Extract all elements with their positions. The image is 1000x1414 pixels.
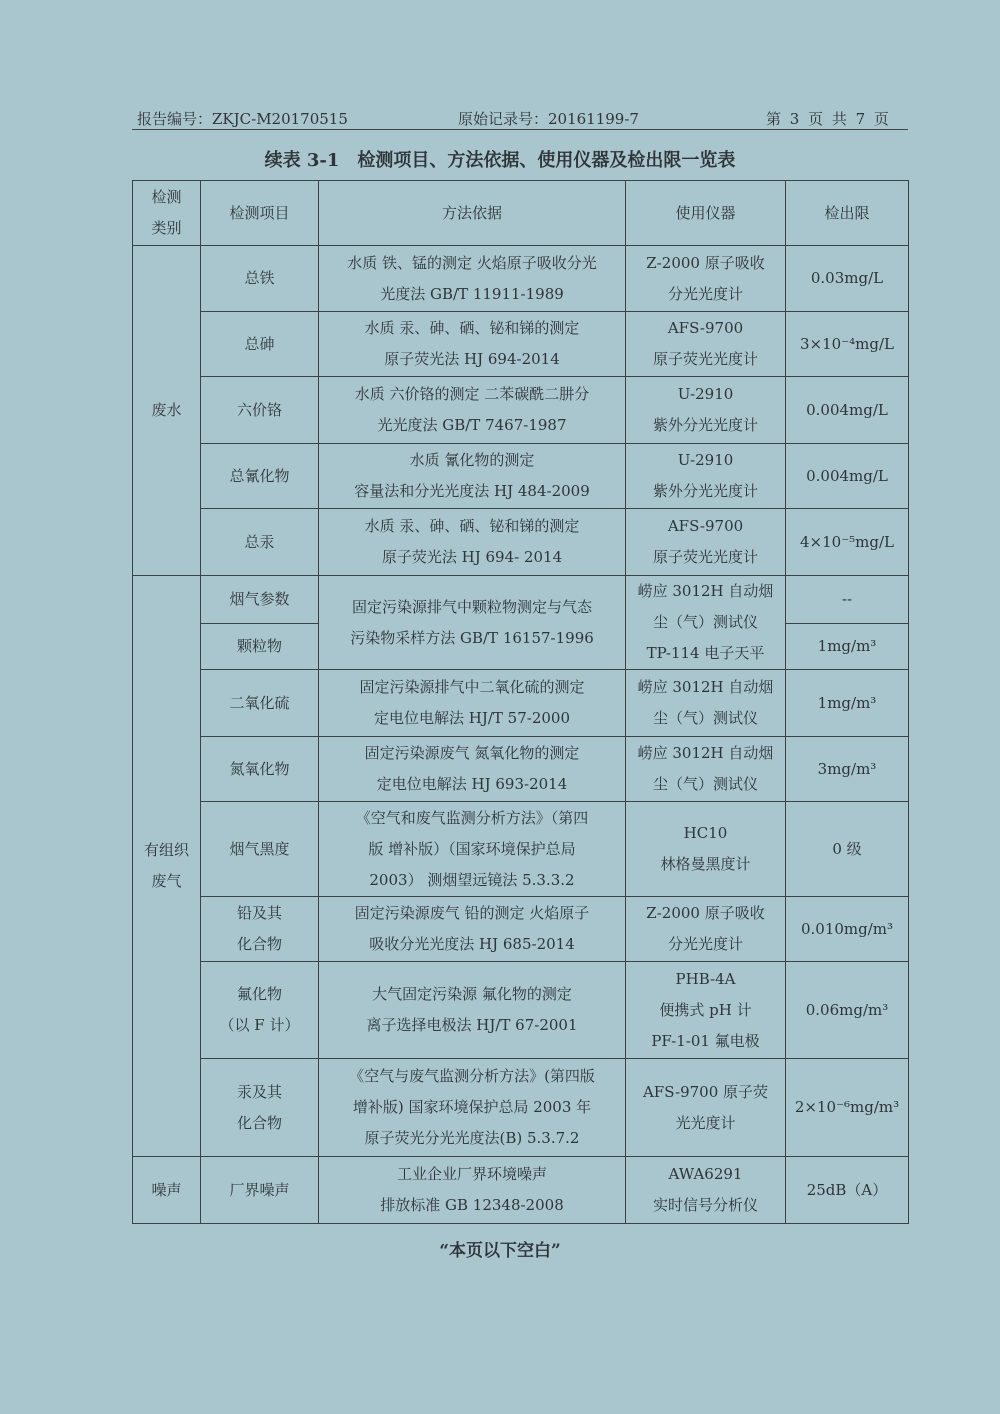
item-cell: 汞及其 化合物 xyxy=(201,1059,319,1157)
method-cell: 固定污染源废气 氮氧化物的测定 定电位电解法 HJ 693-2014 xyxy=(319,737,626,802)
table-row xyxy=(133,509,909,576)
report-number: 报告编号：ZKJC-M20170515 xyxy=(137,110,348,128)
limit-cell: 1mg/m³ xyxy=(786,623,909,670)
limit-cell: 0.03mg/L xyxy=(786,246,909,312)
item-cell: 氟化物 （以 F 计） xyxy=(201,962,319,1059)
table-row xyxy=(133,1059,909,1157)
limit-cell: 0.010mg/m³ xyxy=(786,897,909,962)
item-cell: 总氰化物 xyxy=(201,444,319,509)
limit-cell: 25dB（A） xyxy=(786,1157,909,1224)
item-cell: 厂界噪声 xyxy=(201,1157,319,1224)
method-cell: 固定污染源排气中二氧化硫的测定 定电位电解法 HJ/T 57-2000 xyxy=(319,670,626,737)
instrument-cell: 崂应 3012H 自动烟 尘（气）测试仪 TP-114 电子天平 xyxy=(626,576,786,670)
table-row xyxy=(133,377,909,444)
header-row xyxy=(133,181,909,246)
category-cell: 废水 xyxy=(133,246,201,576)
limit-cell: 0.06mg/m³ xyxy=(786,962,909,1059)
category-cell: 噪声 xyxy=(133,1157,201,1224)
instrument-cell: PHB-4A 便携式 pH 计 PF-1-01 氟电极 xyxy=(626,962,786,1059)
table-row xyxy=(133,962,909,1059)
table-title: 续表 3-1 检测项目、方法依据、使用仪器及检出限一览表 xyxy=(264,150,736,171)
column-header: 使用仪器 xyxy=(626,181,786,246)
instrument-cell: Z-2000 原子吸收 分光光度计 xyxy=(626,897,786,962)
table-row xyxy=(133,444,909,509)
column-header: 检测项目 xyxy=(201,181,319,246)
header-rule xyxy=(132,129,908,130)
column-header: 方法依据 xyxy=(319,181,626,246)
item-cell: 氮氧化物 xyxy=(201,737,319,802)
method-cell: 固定污染源废气 铅的测定 火焰原子 吸收分光光度法 HJ 685-2014 xyxy=(319,897,626,962)
column-header: 检测 类别 xyxy=(133,181,201,246)
limit-cell: 0 级 xyxy=(786,802,909,897)
table-row xyxy=(133,1157,909,1224)
item-cell: 烟气黑度 xyxy=(201,802,319,897)
item-cell: 总铁 xyxy=(201,246,319,312)
limit-cell: 0.004mg/L xyxy=(786,444,909,509)
instrument-cell: U-2910 紫外分光光度计 xyxy=(626,444,786,509)
record-number: 原始记录号：20161199-7 xyxy=(458,110,639,128)
method-cell: 水质 汞、砷、硒、铋和锑的测定 原子荧光法 HJ 694- 2014 xyxy=(319,509,626,576)
method-cell: 水质 六价铬的测定 二苯碳酰二肼分 光光度法 GB/T 7467-1987 xyxy=(319,377,626,444)
table-row xyxy=(133,246,909,312)
method-cell: 《空气和废气监测分析方法》（第四 版 增补版）（国家环境保护总局 2003） 测烟望远镜法 5.3.3.2 xyxy=(319,802,626,897)
instrument-cell: AWA6291 实时信号分析仪 xyxy=(626,1157,786,1224)
method-cell: 《空气与废气监测分析方法》(第四版 增补版) 国家环境保护总局 2003 年 原子荧光分光光度法(B) 5.3.7.2 xyxy=(319,1059,626,1157)
table-row xyxy=(133,312,909,377)
table-row xyxy=(133,897,909,962)
item-cell: 总汞 xyxy=(201,509,319,576)
instrument-cell: HC10 林格曼黑度计 xyxy=(626,802,786,897)
limit-cell: 0.004mg/L xyxy=(786,377,909,444)
item-cell: 烟气参数 xyxy=(201,576,319,624)
method-cell: 水质 铁、锰的测定 火焰原子吸收分光 光度法 GB/T 11911-1989 xyxy=(319,246,626,312)
table-row xyxy=(133,737,909,802)
table-row xyxy=(133,576,909,624)
limit-cell: -- xyxy=(786,576,909,624)
instrument-cell: 崂应 3012H 自动烟 尘（气）测试仪 xyxy=(626,737,786,802)
table-row xyxy=(133,802,909,897)
limit-cell: 1mg/m³ xyxy=(786,670,909,737)
category-cell: 有组织 废气 xyxy=(133,576,201,1157)
instrument-cell: AFS-9700 原子荧 光光度计 xyxy=(626,1059,786,1157)
instrument-cell: AFS-9700 原子荧光光度计 xyxy=(626,312,786,377)
page-indicator: 第 3 页 共 7 页 xyxy=(766,110,891,128)
method-cell: 固定污染源排气中颗粒物测定与气态 污染物采样方法 GB/T 16157-1996 xyxy=(319,576,626,670)
instrument-cell: Z-2000 原子吸收 分光光度计 xyxy=(626,246,786,312)
item-cell: 总砷 xyxy=(201,312,319,377)
limit-cell: 2×10⁻⁶mg/m³ xyxy=(786,1059,909,1157)
method-cell: 大气固定污染源 氟化物的测定 离子选择电极法 HJ/T 67-2001 xyxy=(319,962,626,1059)
limit-cell: 4×10⁻⁵mg/L xyxy=(786,509,909,576)
limit-cell: 3mg/m³ xyxy=(786,737,909,802)
instrument-cell: AFS-9700 原子荧光光度计 xyxy=(626,509,786,576)
instrument-cell: 崂应 3012H 自动烟 尘（气）测试仪 xyxy=(626,670,786,737)
method-cell: 水质 汞、砷、硒、铋和锑的测定 原子荧光法 HJ 694-2014 xyxy=(319,312,626,377)
blank-note: “本页以下空白” xyxy=(439,1241,561,1261)
item-cell: 铅及其 化合物 xyxy=(201,897,319,962)
method-cell: 水质 氰化物的测定 容量法和分光光度法 HJ 484-2009 xyxy=(319,444,626,509)
item-cell: 六价铬 xyxy=(201,377,319,444)
instrument-cell: U-2910 紫外分光光度计 xyxy=(626,377,786,444)
item-cell: 颗粒物 xyxy=(201,623,319,670)
item-cell: 二氧化硫 xyxy=(201,670,319,737)
detection-table xyxy=(132,180,909,1224)
column-header: 检出限 xyxy=(786,181,909,246)
limit-cell: 3×10⁻⁴mg/L xyxy=(786,312,909,377)
method-cell: 工业企业厂界环境噪声 排放标准 GB 12348-2008 xyxy=(319,1157,626,1224)
table-row xyxy=(133,670,909,737)
